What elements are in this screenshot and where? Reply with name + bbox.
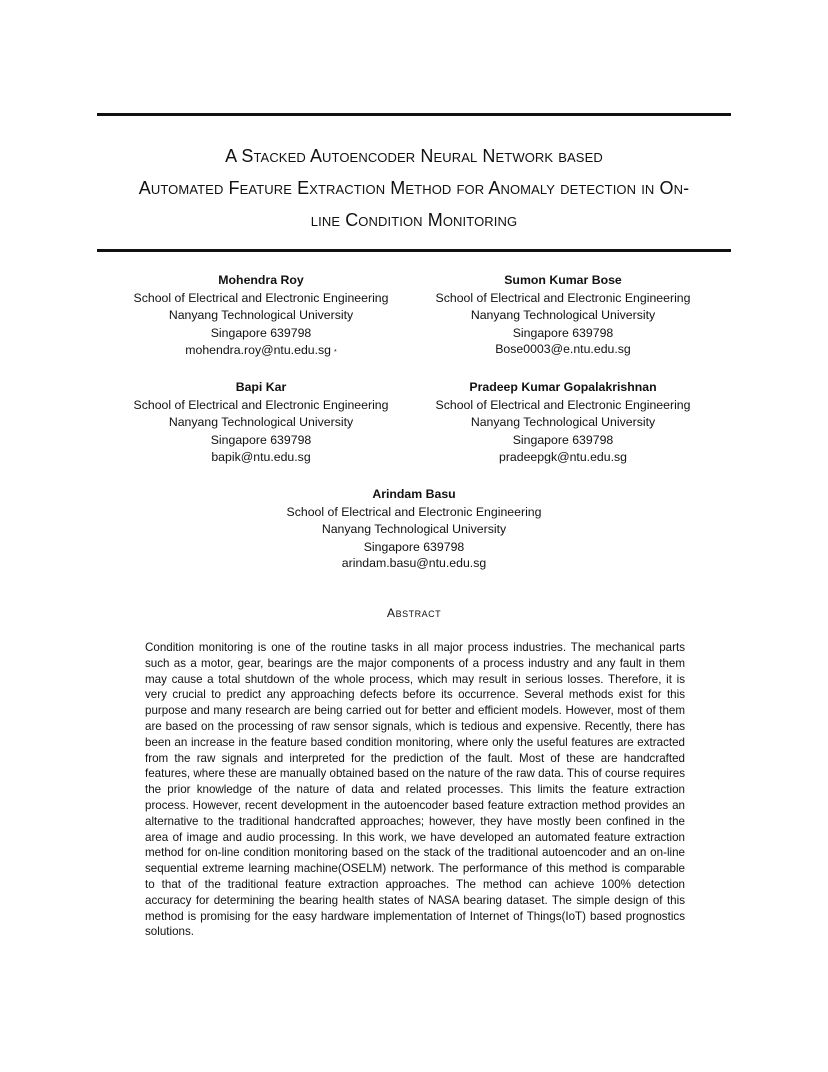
author-email: bapik@ntu.edu.sg — [211, 450, 311, 465]
author-address: Singapore 639798 — [363, 539, 465, 554]
author-address: Singapore 639798 — [512, 432, 614, 447]
title-line-1: A Stacked Autoencoder Neural Network based — [225, 146, 603, 166]
author-address: Singapore 639798 — [512, 325, 614, 340]
author-email: Bose0003@e.ntu.edu.sg — [495, 341, 631, 356]
author-name: Arindam Basu — [372, 487, 456, 501]
author-affiliation: School of Electrical and Electronic Engineering — [435, 397, 691, 412]
author-affiliation: School of Electrical and Electronic Engineering — [435, 290, 691, 305]
paper-title — [80, 140, 748, 236]
author-affiliation: School of Electrical and Electronic Engineering — [133, 290, 389, 305]
author-block — [398, 379, 728, 467]
title-line-2: Automated Feature Extraction Method for Anomaly detection in On- — [138, 178, 690, 198]
author-email-line — [96, 342, 426, 362]
author-university: Nanyang Technological University — [168, 308, 354, 323]
author-affiliation: School of Electrical and Electronic Engineering — [133, 397, 389, 412]
author-address: Singapore 639798 — [210, 432, 312, 447]
author-block — [398, 272, 728, 357]
author-name: Mohendra Roy — [218, 273, 304, 287]
author-email: mohendra.roy@ntu.edu.sg — [185, 343, 332, 358]
author-name: Bapi Kar — [235, 380, 287, 394]
title-bottom-rule — [97, 249, 731, 252]
abstract-text: Condition monitoring is one of the routine tasks in all major process industries. The mechanical parts such as a motor, gear, bearings are the major components of a process industry and any fault in them may cause a total shutdown of the whole process, which may result in serious losses. Therefore, it is very crucial to predict any approaching defects before its occurrence. Several methods exist for this purpose and many research are being carried out for better and efficient models. However, most of them are based on the processing of raw sensor signals, which is tedious and expensive. Recently, there has been an increase in the feature based condition monitoring, where only the useful features are extracted from the raw signals and interpreted for the prediction of the fault. Most of these are handcrafted features, where these are manually obtained based on the nature of the raw data. This of course requires the prior knowledge of the nature of data and related processes. This limits the feature extraction process. However, recent development in the autoencoder based feature extraction method provides an alternative to the traditional handcrafted approaches; however, they have mostly been confined in the area of image and audio processing. In this work, we have developed an automated feature extraction method for on-line condition monitoring based on the stack of the traditional autoencoder and an on-line sequential extreme learning machine(OSELM) network. The performance of this method is comparable to that of the traditional feature extraction approaches. The method can achieve 100% detection accuracy for determining the bearing health states of NASA bearing dataset. The simple design of this method is promising for the easy hardware implementation of Internet of Things(IoT) based prognostics solutions. — [145, 641, 685, 939]
author-block — [96, 379, 426, 467]
corresponding-author-mark: * — [334, 349, 337, 357]
author-email: pradeepgk@ntu.edu.sg — [498, 450, 628, 465]
author-university: Nanyang Technological University — [470, 308, 656, 323]
abstract-heading: Abstract — [386, 606, 442, 620]
author-university: Nanyang Technological University — [470, 415, 656, 430]
author-address: Singapore 639798 — [210, 325, 312, 340]
author-university: Nanyang Technological University — [168, 415, 354, 430]
title-top-rule — [97, 113, 731, 116]
author-name: Sumon Kumar Bose — [504, 273, 622, 287]
author-affiliation: School of Electrical and Electronic Engineering — [286, 504, 542, 519]
author-university: Nanyang Technological University — [321, 522, 507, 537]
author-name: Pradeep Kumar Gopalakrishnan — [469, 380, 657, 394]
author-block — [249, 486, 579, 571]
author-block — [96, 272, 426, 362]
author-email: arindam.basu@ntu.edu.sg — [341, 555, 487, 570]
title-line-3: line Condition Monitoring — [310, 210, 518, 230]
